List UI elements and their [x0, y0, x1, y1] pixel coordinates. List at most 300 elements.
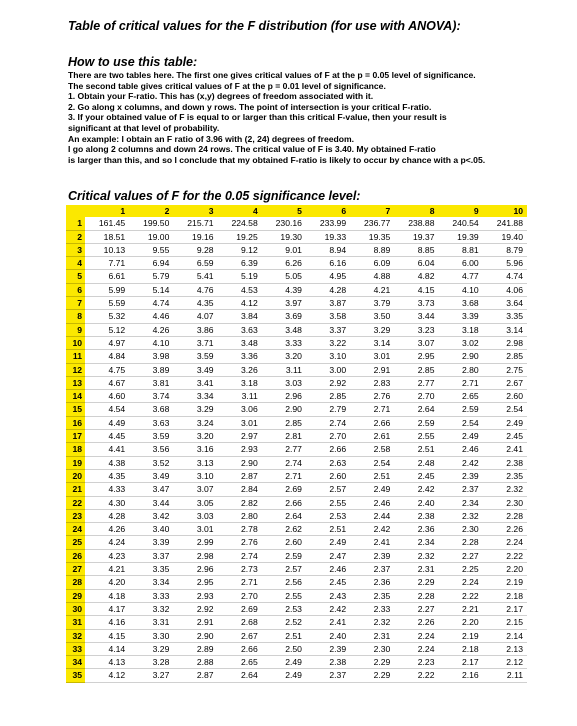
critical-value-cell: 6.39 [218, 257, 262, 270]
critical-value-cell: 2.97 [218, 430, 262, 443]
critical-value-cell: 19.30 [262, 230, 306, 243]
critical-value-cell: 2.54 [350, 456, 394, 469]
critical-value-cell: 3.14 [350, 336, 394, 349]
critical-value-cell: 2.32 [483, 483, 527, 496]
critical-value-cell: 2.93 [218, 443, 262, 456]
critical-value-cell: 9.12 [218, 243, 262, 256]
critical-value-cell: 3.14 [483, 323, 527, 336]
table-row [66, 563, 527, 576]
critical-value-cell: 2.34 [439, 496, 483, 509]
critical-value-cell: 4.77 [439, 270, 483, 283]
critical-value-cell: 4.74 [129, 297, 173, 310]
row-header-df: 2 [66, 230, 85, 243]
row-header-df: 10 [66, 336, 85, 349]
critical-value-cell: 3.39 [439, 310, 483, 323]
critical-value-cell: 2.64 [394, 403, 438, 416]
critical-value-cell: 3.10 [306, 350, 350, 363]
critical-value-cell: 2.49 [262, 656, 306, 669]
critical-value-cell: 4.28 [306, 283, 350, 296]
critical-value-cell: 2.26 [394, 616, 438, 629]
critical-value-cell: 2.19 [439, 629, 483, 642]
critical-value-cell: 4.10 [129, 336, 173, 349]
critical-value-cell: 3.74 [129, 390, 173, 403]
critical-value-cell: 2.39 [439, 469, 483, 482]
critical-value-cell: 2.28 [394, 589, 438, 602]
row-header-df: 3 [66, 243, 85, 256]
critical-value-cell: 19.33 [306, 230, 350, 243]
critical-value-cell: 4.15 [394, 283, 438, 296]
critical-value-cell: 199.50 [129, 217, 173, 230]
table-row [66, 376, 527, 389]
critical-value-cell: 3.39 [129, 536, 173, 549]
row-header-df: 16 [66, 416, 85, 429]
critical-value-cell: 3.89 [129, 363, 173, 376]
critical-value-cell: 2.74 [306, 416, 350, 429]
row-header-df: 1 [66, 217, 85, 230]
critical-value-cell: 2.92 [173, 602, 217, 615]
critical-value-cell: 3.03 [262, 376, 306, 389]
critical-value-cell: 3.35 [483, 310, 527, 323]
critical-value-cell: 3.36 [218, 350, 262, 363]
critical-value-cell: 2.65 [439, 390, 483, 403]
critical-value-cell: 5.12 [85, 323, 129, 336]
critical-value-cell: 3.63 [218, 323, 262, 336]
critical-value-cell: 4.76 [173, 283, 217, 296]
critical-value-cell: 3.56 [129, 443, 173, 456]
row-header-df: 31 [66, 616, 85, 629]
critical-value-cell: 2.59 [439, 403, 483, 416]
row-header-df: 20 [66, 469, 85, 482]
column-header-df: 5 [262, 205, 306, 217]
critical-value-cell: 3.49 [129, 469, 173, 482]
critical-value-cell: 2.28 [439, 536, 483, 549]
critical-value-cell: 2.18 [483, 589, 527, 602]
critical-value-cell: 2.70 [394, 390, 438, 403]
critical-value-cell: 4.06 [483, 283, 527, 296]
row-header-df: 21 [66, 483, 85, 496]
critical-value-cell: 2.84 [218, 483, 262, 496]
critical-value-cell: 2.65 [218, 656, 262, 669]
critical-value-cell: 2.69 [262, 483, 306, 496]
critical-value-cell: 2.27 [439, 549, 483, 562]
critical-value-cell: 2.80 [218, 509, 262, 522]
row-header-df: 22 [66, 496, 85, 509]
instruction-line: I go along 2 columns and down 24 rows. The critical value of F is 3.40. My obtained F-ratio [68, 144, 436, 155]
table-row [66, 456, 527, 469]
critical-value-cell: 18.51 [85, 230, 129, 243]
critical-value-cell: 3.20 [173, 430, 217, 443]
row-header-df: 27 [66, 563, 85, 576]
critical-value-cell: 2.50 [262, 642, 306, 655]
critical-value-cell: 2.23 [394, 656, 438, 669]
critical-value-cell: 2.51 [262, 629, 306, 642]
critical-value-cell: 2.70 [218, 589, 262, 602]
critical-value-cell: 2.95 [173, 576, 217, 589]
row-header-df: 11 [66, 350, 85, 363]
corner-cell [66, 205, 85, 217]
row-header-df: 5 [66, 270, 85, 283]
critical-value-cell: 4.17 [85, 602, 129, 615]
critical-value-cell: 3.41 [173, 376, 217, 389]
critical-value-cell: 3.07 [173, 483, 217, 496]
table-row [66, 509, 527, 522]
critical-value-cell: 2.37 [350, 563, 394, 576]
critical-value-cell: 2.40 [394, 496, 438, 509]
critical-value-cell: 2.42 [439, 456, 483, 469]
column-header-df: 7 [350, 205, 394, 217]
critical-value-cell: 2.68 [218, 616, 262, 629]
instruction-line: 1. Obtain your F-ratio. This has (x,y) degrees of freedom associated with it. [68, 91, 374, 102]
critical-value-cell: 2.43 [306, 589, 350, 602]
row-header-df: 30 [66, 602, 85, 615]
critical-value-cell: 3.98 [129, 350, 173, 363]
critical-value-cell: 2.38 [483, 456, 527, 469]
row-header-df: 6 [66, 283, 85, 296]
critical-value-cell: 8.79 [483, 243, 527, 256]
critical-value-cell: 230.16 [262, 217, 306, 230]
column-header-df: 1 [85, 205, 129, 217]
critical-value-cell: 4.97 [85, 336, 129, 349]
critical-value-cell: 4.21 [85, 563, 129, 576]
critical-value-cell: 2.45 [483, 430, 527, 443]
table-row [66, 257, 527, 270]
critical-value-cell: 3.13 [173, 456, 217, 469]
critical-value-cell: 2.67 [483, 376, 527, 389]
critical-value-cell: 3.35 [129, 563, 173, 576]
critical-value-cell: 3.79 [350, 297, 394, 310]
critical-value-cell: 3.05 [173, 496, 217, 509]
critical-value-cell: 9.28 [173, 243, 217, 256]
critical-value-cell: 2.98 [483, 336, 527, 349]
critical-value-cell: 2.27 [394, 602, 438, 615]
critical-value-cell: 2.22 [483, 549, 527, 562]
critical-value-cell: 2.29 [350, 669, 394, 682]
critical-value-cell: 3.22 [306, 336, 350, 349]
critical-value-cell: 2.99 [173, 536, 217, 549]
table-row [66, 350, 527, 363]
critical-value-cell: 3.42 [129, 509, 173, 522]
critical-value-cell: 3.81 [129, 376, 173, 389]
critical-value-cell: 2.85 [262, 416, 306, 429]
critical-value-cell: 2.44 [350, 509, 394, 522]
table-row [66, 283, 527, 296]
critical-value-cell: 2.54 [439, 416, 483, 429]
critical-value-cell: 2.64 [218, 669, 262, 682]
critical-value-cell: 4.33 [85, 483, 129, 496]
critical-value-cell: 4.16 [85, 616, 129, 629]
column-header-df: 3 [173, 205, 217, 217]
row-header-df: 35 [66, 669, 85, 682]
critical-value-cell: 2.71 [350, 403, 394, 416]
critical-value-cell: 6.00 [439, 257, 483, 270]
critical-value-cell: 2.76 [218, 536, 262, 549]
critical-value-cell: 2.25 [439, 563, 483, 576]
critical-value-cell: 3.29 [129, 642, 173, 655]
critical-value-cell: 3.33 [129, 589, 173, 602]
critical-value-cell: 2.95 [394, 350, 438, 363]
critical-value-cell: 3.71 [173, 336, 217, 349]
table-row [66, 230, 527, 243]
critical-value-cell: 224.58 [218, 217, 262, 230]
row-header-df: 9 [66, 323, 85, 336]
critical-value-cell: 2.46 [439, 443, 483, 456]
critical-value-cell: 2.38 [306, 656, 350, 669]
critical-value-cell: 3.01 [173, 523, 217, 536]
critical-value-cell: 2.31 [350, 629, 394, 642]
critical-value-cell: 2.32 [350, 616, 394, 629]
critical-value-cell: 2.52 [262, 616, 306, 629]
table-row [66, 523, 527, 536]
critical-value-cell: 2.17 [439, 656, 483, 669]
critical-value-cell: 10.13 [85, 243, 129, 256]
critical-value-cell: 3.29 [173, 403, 217, 416]
table-row [66, 496, 527, 509]
critical-value-cell: 3.24 [173, 416, 217, 429]
critical-value-cell: 2.14 [483, 629, 527, 642]
critical-value-cell: 4.30 [85, 496, 129, 509]
critical-value-cell: 6.09 [350, 257, 394, 270]
critical-value-cell: 3.59 [173, 350, 217, 363]
critical-value-cell: 2.53 [262, 602, 306, 615]
critical-value-cell: 2.60 [306, 469, 350, 482]
critical-value-cell: 3.68 [129, 403, 173, 416]
table-row [66, 602, 527, 615]
critical-value-cell: 236.77 [350, 217, 394, 230]
critical-value-cell: 4.38 [85, 456, 129, 469]
critical-value-cell: 2.71 [218, 576, 262, 589]
table-row [66, 323, 527, 336]
critical-value-cell: 2.21 [439, 602, 483, 615]
table-row [66, 416, 527, 429]
critical-value-cell: 5.32 [85, 310, 129, 323]
critical-value-cell: 8.89 [350, 243, 394, 256]
critical-value-cell: 2.46 [306, 563, 350, 576]
table-row [66, 629, 527, 642]
critical-value-cell: 2.49 [439, 430, 483, 443]
critical-value-cell: 4.14 [85, 642, 129, 655]
critical-value-cell: 4.54 [85, 403, 129, 416]
critical-value-cell: 5.19 [218, 270, 262, 283]
table-row [66, 469, 527, 482]
critical-value-cell: 6.59 [173, 257, 217, 270]
row-header-df: 18 [66, 443, 85, 456]
critical-value-cell: 3.58 [306, 310, 350, 323]
critical-value-cell: 4.35 [85, 469, 129, 482]
critical-value-cell: 4.82 [394, 270, 438, 283]
critical-value-cell: 2.63 [306, 456, 350, 469]
critical-value-cell: 2.22 [394, 669, 438, 682]
critical-value-cell: 2.55 [394, 430, 438, 443]
row-header-df: 14 [66, 390, 85, 403]
critical-value-cell: 2.89 [173, 642, 217, 655]
critical-value-cell: 2.54 [483, 403, 527, 416]
critical-value-cell: 2.49 [350, 483, 394, 496]
critical-value-cell: 2.90 [218, 456, 262, 469]
table-row [66, 616, 527, 629]
critical-value-cell: 3.48 [218, 336, 262, 349]
critical-value-cell: 2.57 [262, 563, 306, 576]
critical-value-cell: 3.11 [218, 390, 262, 403]
column-header-df: 9 [439, 205, 483, 217]
row-header-df: 19 [66, 456, 85, 469]
critical-value-cell: 4.35 [173, 297, 217, 310]
critical-value-cell: 2.49 [262, 669, 306, 682]
critical-value-cell: 2.77 [262, 443, 306, 456]
critical-value-cell: 4.60 [85, 390, 129, 403]
critical-value-cell: 4.10 [439, 283, 483, 296]
column-header-row [66, 205, 527, 217]
critical-value-cell: 3.52 [129, 456, 173, 469]
critical-value-cell: 2.49 [306, 536, 350, 549]
critical-value-cell: 2.66 [350, 416, 394, 429]
critical-value-cell: 2.36 [394, 523, 438, 536]
row-header-df: 29 [66, 589, 85, 602]
critical-value-cell: 2.79 [306, 403, 350, 416]
column-header-df: 10 [483, 205, 527, 217]
critical-value-cell: 2.91 [350, 363, 394, 376]
table-row [66, 483, 527, 496]
critical-value-cell: 2.74 [262, 456, 306, 469]
critical-value-cell: 3.01 [218, 416, 262, 429]
critical-value-cell: 2.78 [218, 523, 262, 536]
critical-value-cell: 3.06 [218, 403, 262, 416]
table-row [66, 642, 527, 655]
critical-value-cell: 238.88 [394, 217, 438, 230]
critical-value-cell: 2.38 [394, 509, 438, 522]
critical-value-cell: 2.92 [306, 376, 350, 389]
critical-value-cell: 2.90 [173, 629, 217, 642]
critical-value-cell: 5.14 [129, 283, 173, 296]
instruction-line: 2. Go along x columns, and down y rows. The point of intersection is your critical F-ratio. [68, 101, 432, 112]
critical-value-cell: 5.41 [173, 270, 217, 283]
table-row [66, 656, 527, 669]
critical-value-cell: 2.90 [262, 403, 306, 416]
critical-value-cell: 2.91 [173, 616, 217, 629]
critical-value-cell: 3.44 [394, 310, 438, 323]
critical-value-cell: 3.00 [306, 363, 350, 376]
critical-value-cell: 3.48 [262, 323, 306, 336]
critical-value-cell: 3.73 [394, 297, 438, 310]
critical-value-cell: 2.82 [218, 496, 262, 509]
critical-value-cell: 2.51 [306, 523, 350, 536]
critical-value-cell: 2.85 [306, 390, 350, 403]
row-header-df: 24 [66, 523, 85, 536]
critical-value-cell: 4.75 [85, 363, 129, 376]
critical-value-cell: 3.50 [350, 310, 394, 323]
critical-value-cell: 3.64 [483, 297, 527, 310]
instructions-block [68, 70, 568, 165]
critical-value-cell: 2.59 [394, 416, 438, 429]
critical-value-cell: 2.69 [218, 602, 262, 615]
critical-value-cell: 2.71 [262, 469, 306, 482]
critical-value-cell: 19.25 [218, 230, 262, 243]
critical-value-cell: 2.29 [350, 656, 394, 669]
critical-value-cell: 19.39 [439, 230, 483, 243]
row-header-df: 7 [66, 297, 85, 310]
critical-value-cell: 4.15 [85, 629, 129, 642]
column-header-df: 4 [218, 205, 262, 217]
critical-value-cell: 3.37 [306, 323, 350, 336]
critical-value-cell: 5.05 [262, 270, 306, 283]
critical-value-cell: 3.34 [129, 576, 173, 589]
table-row [66, 536, 527, 549]
critical-value-cell: 2.98 [173, 549, 217, 562]
critical-value-cell: 2.42 [350, 523, 394, 536]
critical-value-cell: 9.55 [129, 243, 173, 256]
critical-value-cell: 4.07 [173, 310, 217, 323]
table-row [66, 576, 527, 589]
table-row [66, 270, 527, 283]
critical-value-cell: 4.88 [350, 270, 394, 283]
critical-value-cell: 2.41 [483, 443, 527, 456]
critical-value-cell: 19.16 [173, 230, 217, 243]
critical-value-cell: 3.47 [129, 483, 173, 496]
critical-value-cell: 2.76 [350, 390, 394, 403]
critical-value-cell: 2.24 [439, 576, 483, 589]
table-row [66, 669, 527, 682]
instruction-line: There are two tables here. The first one gives critical values of F at the p = 0.05 level of significance. [68, 70, 476, 80]
critical-value-cell: 2.22 [439, 589, 483, 602]
critical-value-cell: 2.36 [350, 576, 394, 589]
critical-value-cell: 3.18 [439, 323, 483, 336]
critical-value-cell: 2.17 [483, 602, 527, 615]
critical-value-cell: 2.11 [483, 669, 527, 682]
page-title: Table of critical values for the F distribution (for use with ANOVA): [68, 19, 461, 33]
critical-value-cell: 2.51 [350, 469, 394, 482]
critical-value-cell: 3.86 [173, 323, 217, 336]
row-header-df: 4 [66, 257, 85, 270]
critical-value-cell: 19.35 [350, 230, 394, 243]
row-header-df: 12 [66, 363, 85, 376]
row-header-df: 17 [66, 430, 85, 443]
critical-value-cell: 2.37 [439, 483, 483, 496]
critical-value-cell: 2.75 [483, 363, 527, 376]
critical-value-cell: 3.63 [129, 416, 173, 429]
critical-value-cell: 3.29 [350, 323, 394, 336]
table-body [66, 217, 527, 682]
row-header-df: 26 [66, 549, 85, 562]
critical-value-cell: 233.99 [306, 217, 350, 230]
critical-value-cell: 8.81 [439, 243, 483, 256]
critical-value-cell: 2.93 [173, 589, 217, 602]
critical-value-cell: 2.90 [439, 350, 483, 363]
critical-value-cell: 3.30 [129, 629, 173, 642]
critical-value-cell: 2.80 [439, 363, 483, 376]
critical-value-cell: 2.39 [350, 549, 394, 562]
critical-value-cell: 2.33 [350, 602, 394, 615]
table-row [66, 430, 527, 443]
critical-value-cell: 3.32 [129, 602, 173, 615]
critical-value-cell: 3.01 [350, 350, 394, 363]
critical-value-cell: 2.49 [483, 416, 527, 429]
critical-value-cell: 4.46 [129, 310, 173, 323]
table-row [66, 217, 527, 230]
critical-value-cell: 2.60 [483, 390, 527, 403]
instruction-line: is larger than this, and so I conclude that my obtained F-ratio is likely to occur by chance with a p<.05. [68, 154, 486, 165]
critical-value-cell: 2.30 [350, 642, 394, 655]
critical-value-cell: 2.96 [262, 390, 306, 403]
critical-value-cell: 2.29 [394, 576, 438, 589]
critical-value-cell: 4.24 [85, 536, 129, 549]
critical-value-cell: 2.32 [439, 509, 483, 522]
row-header-df: 28 [66, 576, 85, 589]
critical-value-cell: 2.13 [483, 642, 527, 655]
critical-value-cell: 8.85 [394, 243, 438, 256]
critical-value-cell: 19.40 [483, 230, 527, 243]
critical-value-cell: 2.64 [262, 509, 306, 522]
critical-value-cell: 19.37 [394, 230, 438, 243]
critical-value-cell: 2.53 [306, 509, 350, 522]
